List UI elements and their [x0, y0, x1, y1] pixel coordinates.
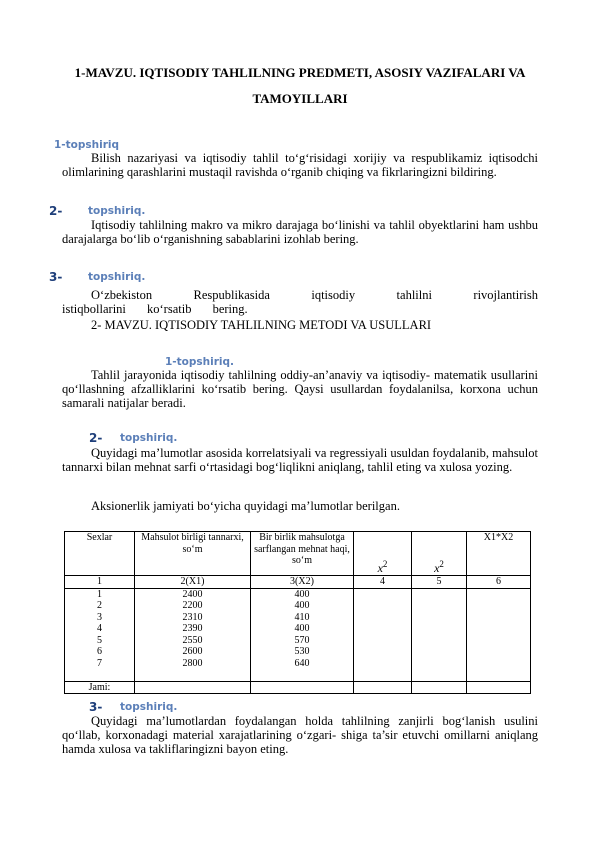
x1-exponent: 2: [382, 558, 388, 569]
x1-cell: 2600: [182, 646, 203, 657]
sexlar-column: [65, 588, 135, 681]
s2-task2-text: Quyidagi ma’lumotlar asosida korrelatsiyali va regressiyali usuldan foydalanib, mahsulot tannarxi bilan mehnat sarfi o‘rtasidagi bog‘liqlikni aniqlang, tahlil eting va xulosa yozing.: [62, 446, 538, 474]
page-title-line1: 1-MAVZU. IQTISODIY TAHLILNING PREDMETI, ASOSIY VAZIFALARI VA: [74, 65, 526, 80]
header-sexlar: Sexlar: [65, 532, 135, 576]
empty-cell: [412, 588, 467, 681]
empty-cell: [251, 681, 354, 694]
s2-task2-note: Aksionerlik jamiyati bo‘yicha quyidagi ma’lumotlar berilgan.: [91, 499, 400, 513]
x2-column: [251, 588, 354, 681]
x2-cell: 530: [294, 646, 310, 657]
x2-cell: 410: [294, 611, 310, 623]
sex-cell: 6: [97, 646, 102, 657]
task2-number: 2-: [49, 204, 63, 218]
total-label: Jami:: [65, 681, 135, 694]
empty-cell: [467, 588, 531, 681]
sex-cell: 4: [97, 623, 102, 634]
page-title-line2: TAMOYILLARI: [252, 91, 348, 106]
s2-task3-text: Quyidagi ma’lumotlardan foydalangan holda tahlilning zanjirli bog‘lanish usulini qo‘llab, korxonadagi material xarajatlarining o‘zgari- shiga ta’sir etuvchi omillarni aniqlang hamda xulosa va takliflaringizni bayon eting.: [62, 714, 538, 756]
index-cell: 6: [467, 576, 531, 589]
x1-cell: 2390: [182, 623, 203, 634]
index-cell: 2(X1): [135, 576, 251, 589]
table-total-row: [65, 681, 531, 694]
task2-text: Iqtisodiy tahlilning makro va mikro darajaga bo‘linishi va tahlil obyektlarini ham ushbu darajalarga bo‘lib o‘rganishning sabablarini izohlab bering.: [62, 218, 538, 246]
table-data-block: [65, 588, 531, 681]
header-x1x2: X1*X2: [467, 532, 531, 576]
empty-cell: [412, 681, 467, 694]
x2-exponent: 2: [439, 558, 444, 569]
x2-cell: 400: [294, 600, 310, 611]
index-cell: 1: [65, 576, 135, 589]
x2-symbol: x: [434, 560, 440, 575]
task3-number: 3-: [49, 270, 63, 284]
task3-text: O‘zbekiston Respublikasida iqtisodiy tahlilni rivojlantirish istiqbollarini ko‘rsatib bering.: [62, 288, 538, 316]
sex-cell: 1: [97, 588, 102, 600]
sex-cell: 2: [97, 600, 102, 611]
x2-cell: 400: [294, 588, 310, 600]
task1-label: 1-topshiriq: [54, 139, 120, 151]
x1-cell: 2800: [182, 657, 203, 669]
task3-label: topshiriq.: [88, 271, 146, 283]
task1-text: Bilish nazariyasi va iqtisodiy tahlil to‘g‘risidagi xorijiy va respublikamiz iqtisodchi olimlarining qarashlarini mustaqil ravishda o‘rganib chiqing va fikrlaringizni bildiring.: [62, 151, 538, 179]
empty-cell: [467, 681, 531, 694]
s2-task3-number: 3-: [89, 700, 103, 714]
s2-task3-label: topshiriq.: [120, 701, 178, 713]
index-cell: 4: [354, 576, 412, 589]
data-table: [64, 531, 531, 694]
x1-cell: 2400: [182, 588, 203, 600]
index-cell: 5: [412, 576, 467, 589]
header-tannarx: Mahsulot birligi tannarxi, so‘m: [135, 532, 251, 576]
task2-label: topshiriq.: [88, 205, 146, 217]
sex-cell: 3: [97, 611, 102, 623]
s2-task2-number: 2-: [89, 431, 103, 445]
x2-cell: 640: [294, 657, 310, 669]
header-mehnat-haqi: Bir birlik mahsulotga sarflangan mehnat haqi, so‘m: [251, 532, 354, 576]
x1-cell: 2550: [182, 634, 203, 646]
sex-cell: 7: [97, 657, 102, 669]
header-x2-squared: [412, 532, 467, 576]
x1-cell: 2310: [182, 611, 203, 623]
sex-cell: 5: [97, 634, 102, 646]
index-cell: 3(X2): [251, 576, 354, 589]
x1-cell: 2200: [182, 600, 203, 611]
section2-title: 2- MAVZU. IQTISODIY TAHLILNING METODI VA USULLARI: [91, 318, 432, 332]
s2-task2-label: topshiriq.: [120, 432, 178, 444]
x2-cell: 400: [294, 623, 310, 634]
empty-cell: [354, 681, 412, 694]
empty-cell: [135, 681, 251, 694]
s2-task1-label: 1-topshiriq.: [165, 356, 235, 368]
table-header-row: [65, 532, 531, 576]
x1-column: [135, 588, 251, 681]
empty-cell: [354, 588, 412, 681]
s2-task1-text: Tahlil jarayonida iqtisodiy tahlilning oddiy-an’anaviy va iqtisodiy- matematik usullarini qo‘llashning afzalliklarini ko‘rsatib bering. Qaysi usullardan foydalanilsa, korxona uchun samarali natijalar beradi.: [62, 368, 538, 410]
x1-symbol: x: [377, 560, 383, 575]
header-x1-squared: [354, 532, 412, 576]
x2-cell: 570: [294, 634, 310, 646]
table-index-row: [65, 576, 531, 589]
